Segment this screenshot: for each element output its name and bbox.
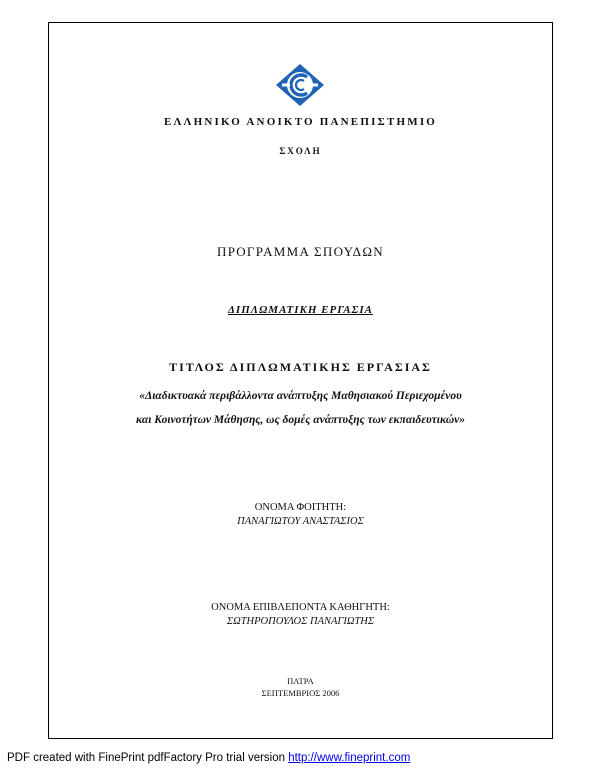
student-name: ΠΑΝΑΓΙΩΤΟΥ ΑΝΑΣΤΑΣΙΟΣ bbox=[237, 516, 364, 527]
footer-link[interactable]: http://www.fineprint.com bbox=[288, 752, 411, 764]
footer-text: PDF created with FinePrint pdfFactory Pro trial version bbox=[7, 752, 289, 764]
title-heading: ΤΙΤΛΟΣ ΔΙΠΛΩΜΑΤΙΚΗΣ ΕΡΓΑΣΙΑΣ bbox=[169, 360, 432, 374]
date: ΣΕΠΤΕΜΒΡΙΟΣ 2006 bbox=[261, 688, 340, 698]
pdf-footer bbox=[7, 752, 410, 764]
city: ΠΑΤΡΑ bbox=[287, 676, 314, 686]
thesis-title-line-2: και Κοινοτήτων Μάθησης, ως δομές ανάπτυξης των εκπαιδευτικών» bbox=[135, 414, 466, 426]
thesis-label: ΔΙΠΛΩΜΑΤΙΚΗ ΕΡΓΑΣΙΑ bbox=[228, 304, 373, 316]
university-logo bbox=[276, 64, 324, 106]
supervisor-name: ΣΩΤΗΡΟΠΟΥΛΟΣ ΠΑΝΑΓΙΩΤΗΣ bbox=[226, 616, 375, 627]
page-frame bbox=[48, 22, 553, 739]
university-name: ΕΛΛΗΝΙΚΟ ΑΝΟΙΚΤΟ ΠΑΝΕΠΙΣΤΗΜΙΟ bbox=[163, 116, 438, 128]
study-program: ΠΡΟΓΡΑΜΜΑ ΣΠΟΥΔΩΝ bbox=[217, 244, 384, 259]
supervisor-label: ΟΝΟΜΑ ΕΠΙΒΛΕΠΟΝΤΑ ΚΑΘΗΓΗΤΗ: bbox=[211, 602, 390, 613]
school-name: ΣΧΟΛΗ bbox=[279, 146, 322, 156]
thesis-title-line-1: «Διαδικτυακά περιβάλλοντα ανάπτυξης Μαθησιακού Περιεχομένου bbox=[139, 390, 462, 402]
student-label: ΟΝΟΜΑ ΦΟΙΤΗΤΗ: bbox=[254, 502, 347, 513]
